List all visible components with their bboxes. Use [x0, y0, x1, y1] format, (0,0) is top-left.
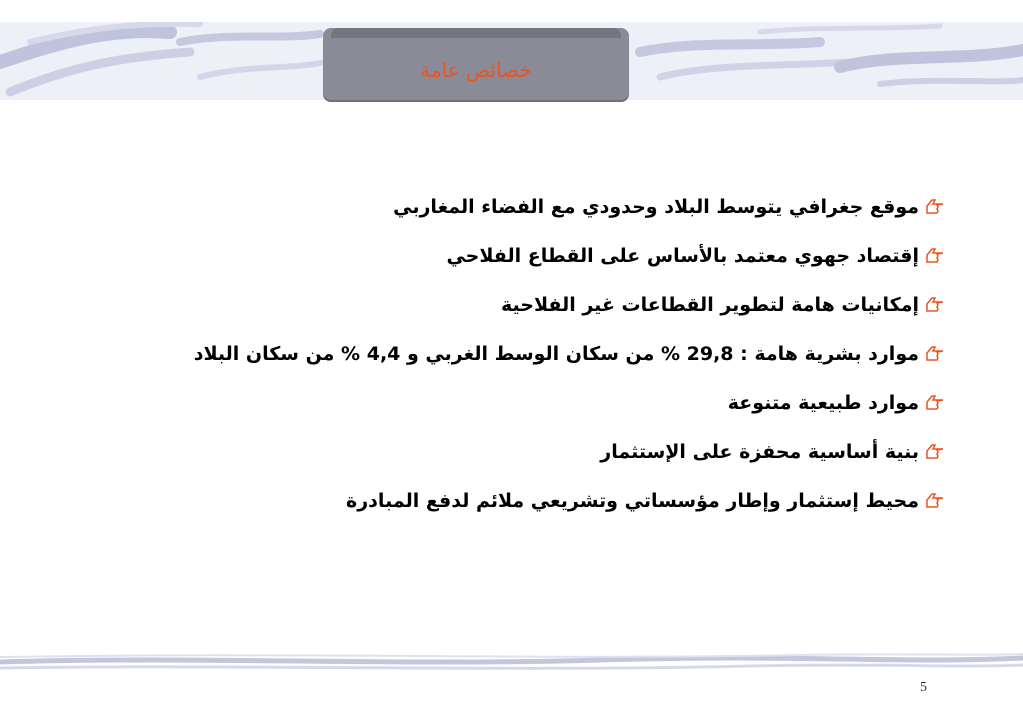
bullet-list — [65, 182, 945, 525]
footer-swoosh-graphic — [0, 646, 1023, 676]
hand-pointer-icon — [923, 343, 945, 365]
bullet-item — [65, 329, 945, 378]
hand-pointer-icon — [923, 294, 945, 316]
bullet-text: إقتصاد جهوي معتمد بالأساس على القطاع الفلاحي — [446, 244, 919, 267]
hand-pointer-icon — [923, 196, 945, 218]
hand-pointer-icon — [923, 441, 945, 463]
footer-decorative-band — [0, 646, 1023, 676]
bullet-item — [65, 427, 945, 476]
bullet-item — [65, 182, 945, 231]
bullet-item — [65, 378, 945, 427]
title-tab-top — [331, 28, 621, 38]
hand-pointer-icon — [923, 245, 945, 267]
slide-title: خصائص عامة — [420, 58, 532, 82]
bullet-text: بنية أساسية محفزة على الإستثمار — [600, 440, 919, 463]
bullet-text: محيط إستثمار وإطار مؤسساتي وتشريعي ملائم لدفع المبادرة — [346, 489, 919, 512]
bullet-text: إمكانيات هامة لتطوير القطاعات غير الفلاحية — [501, 293, 919, 316]
bullet-item — [65, 231, 945, 280]
bullet-text: موقع جغرافي يتوسط البلاد وحدودي مع الفضاء المغاربي — [393, 195, 919, 218]
title-tab — [323, 28, 629, 102]
bullet-item — [65, 476, 945, 525]
page-number: 5 — [920, 680, 927, 695]
bullet-text: موارد بشرية هامة : 29,8 % من سكان الوسط الغربي و 4,4 % من سكان البلاد — [193, 342, 919, 365]
hand-pointer-icon — [923, 392, 945, 414]
hand-pointer-icon — [923, 490, 945, 512]
bullet-item — [65, 280, 945, 329]
bullet-text: موارد طبيعية متنوعة — [727, 391, 919, 414]
